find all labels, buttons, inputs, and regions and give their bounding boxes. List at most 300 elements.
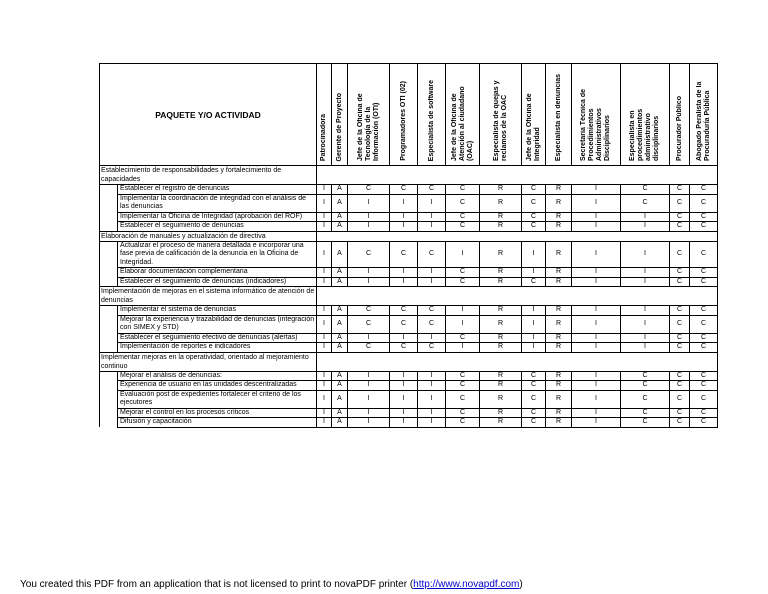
- raci-cell: C: [522, 277, 546, 287]
- raci-cell: C: [670, 371, 690, 381]
- raci-cell: I: [317, 408, 332, 418]
- table-row: [100, 241, 718, 268]
- raci-cell: C: [690, 390, 718, 408]
- raci-cell: C: [446, 418, 480, 428]
- raci-cell: R: [480, 185, 522, 195]
- raci-cell: I: [390, 381, 418, 391]
- raci-cell: I: [390, 222, 418, 232]
- raci-cell: I: [522, 268, 546, 278]
- raci-cell: I: [418, 194, 446, 212]
- raci-matrix-table: [99, 63, 718, 428]
- raci-cell: R: [480, 222, 522, 232]
- raci-cell: C: [690, 306, 718, 316]
- raci-cell: C: [670, 343, 690, 353]
- group-empty-cell: [317, 166, 718, 185]
- raci-cell: C: [690, 333, 718, 343]
- raci-cell: I: [317, 315, 332, 333]
- raci-cell: C: [670, 333, 690, 343]
- column-header-label: Abogado Peralista de la Procuraduría Pública: [695, 81, 711, 161]
- raci-cell: I: [522, 343, 546, 353]
- raci-cell: C: [690, 343, 718, 353]
- raci-cell: C: [418, 185, 446, 195]
- column-header-label: Procurador Público: [675, 96, 683, 161]
- raci-cell: C: [522, 371, 546, 381]
- raci-cell: C: [348, 306, 390, 316]
- raci-cell: C: [522, 194, 546, 212]
- table-row: [100, 212, 718, 222]
- raci-cell: C: [690, 268, 718, 278]
- raci-cell: C: [690, 371, 718, 381]
- raci-cell: C: [690, 408, 718, 418]
- raci-cell: C: [522, 390, 546, 408]
- raci-cell: I: [446, 241, 480, 268]
- raci-cell: R: [546, 277, 572, 287]
- raci-cell: I: [317, 241, 332, 268]
- raci-cell: I: [317, 343, 332, 353]
- activity-name: Implementar la coordinación de integridad con el análisis de las denuncias: [118, 194, 317, 212]
- raci-cell: C: [446, 222, 480, 232]
- raci-cell: R: [546, 315, 572, 333]
- raci-cell: R: [480, 268, 522, 278]
- activity-name: Establecer el seguimiento de denuncias: [118, 222, 317, 232]
- column-header-label: Secretaria Técnica de Procedimientos Administrativos Disciplinarios: [580, 89, 612, 161]
- raci-cell: C: [522, 185, 546, 195]
- column-header: [332, 64, 348, 166]
- raci-cell: A: [332, 268, 348, 278]
- table-row: [100, 418, 718, 428]
- raci-cell: I: [348, 212, 390, 222]
- raci-cell: I: [522, 315, 546, 333]
- raci-cell: R: [480, 418, 522, 428]
- group-empty-cell: [317, 352, 718, 371]
- raci-cell: A: [332, 418, 348, 428]
- table-row: [100, 408, 718, 418]
- raci-cell: I: [317, 212, 332, 222]
- raci-cell: A: [332, 315, 348, 333]
- raci-cell: C: [446, 194, 480, 212]
- activity-name: Elaborar documentación complementaria: [118, 268, 317, 278]
- activity-name: Mejorar el control en los procesos críticos: [118, 408, 317, 418]
- activity-name: Implementación de reportes e indicadores: [118, 343, 317, 353]
- raci-cell: R: [546, 306, 572, 316]
- table-row: [100, 222, 718, 232]
- raci-cell: C: [670, 268, 690, 278]
- raci-cell: C: [446, 277, 480, 287]
- raci-cell: I: [446, 343, 480, 353]
- raci-cell: R: [546, 343, 572, 353]
- raci-cell: A: [332, 381, 348, 391]
- column-header-label: Especialista en denuncias: [554, 73, 562, 161]
- raci-cell: C: [621, 381, 670, 391]
- table-row: [100, 390, 718, 408]
- raci-cell: C: [670, 212, 690, 222]
- column-header-label: Gerente de Proyecto: [335, 92, 343, 161]
- raci-cell: C: [390, 315, 418, 333]
- raci-cell: R: [546, 418, 572, 428]
- raci-cell: R: [480, 306, 522, 316]
- raci-cell: C: [690, 185, 718, 195]
- table-row: [100, 277, 718, 287]
- group-title: Establecimiento de responsabilidades y fortalecimiento de capacidades: [100, 166, 317, 185]
- raci-cell: R: [480, 194, 522, 212]
- raci-cell: I: [317, 371, 332, 381]
- raci-cell: I: [418, 381, 446, 391]
- column-header: [670, 64, 690, 166]
- column-header: [480, 64, 522, 166]
- raci-cell: I: [572, 222, 621, 232]
- raci-cell: R: [546, 222, 572, 232]
- raci-cell: I: [572, 212, 621, 222]
- raci-cell: C: [621, 185, 670, 195]
- raci-cell: I: [418, 268, 446, 278]
- raci-cell: C: [670, 277, 690, 287]
- raci-cell: C: [690, 277, 718, 287]
- raci-cell: I: [572, 315, 621, 333]
- raci-cell: I: [418, 212, 446, 222]
- raci-cell: A: [332, 371, 348, 381]
- raci-cell: C: [670, 315, 690, 333]
- raci-cell: I: [621, 212, 670, 222]
- raci-cell: R: [480, 343, 522, 353]
- column-header: [690, 64, 718, 166]
- raci-cell: I: [348, 408, 390, 418]
- raci-cell: I: [317, 185, 332, 195]
- raci-cell: C: [522, 408, 546, 418]
- raci-cell: A: [332, 333, 348, 343]
- raci-cell: C: [621, 408, 670, 418]
- raci-cell: C: [690, 194, 718, 212]
- raci-cell: I: [348, 268, 390, 278]
- indent-spacer: [100, 418, 118, 428]
- raci-cell: C: [348, 185, 390, 195]
- indent-spacer: [100, 185, 118, 195]
- raci-cell: C: [418, 241, 446, 268]
- raci-cell: I: [572, 343, 621, 353]
- raci-cell: I: [317, 418, 332, 428]
- column-header: [317, 64, 332, 166]
- raci-cell: R: [480, 408, 522, 418]
- raci-cell: I: [348, 371, 390, 381]
- raci-cell: R: [546, 212, 572, 222]
- indent-spacer: [100, 390, 118, 408]
- indent-spacer: [100, 333, 118, 343]
- raci-cell: I: [418, 333, 446, 343]
- raci-cell: R: [480, 241, 522, 268]
- column-header: [390, 64, 418, 166]
- column-header-label: Especialista de quejas y reclamos de la OAC: [492, 80, 508, 161]
- raci-cell: C: [690, 241, 718, 268]
- raci-cell: I: [390, 194, 418, 212]
- raci-cell: C: [418, 343, 446, 353]
- raci-cell: C: [446, 212, 480, 222]
- raci-cell: C: [690, 418, 718, 428]
- raci-cell: A: [332, 306, 348, 316]
- raci-cell: R: [480, 315, 522, 333]
- table-row: [100, 268, 718, 278]
- raci-cell: C: [621, 194, 670, 212]
- raci-cell: I: [348, 381, 390, 391]
- raci-cell: I: [317, 222, 332, 232]
- raci-cell: I: [418, 277, 446, 287]
- raci-cell: I: [446, 306, 480, 316]
- raci-cell: I: [572, 277, 621, 287]
- raci-cell: I: [317, 306, 332, 316]
- raci-cell: I: [390, 390, 418, 408]
- column-header-label: Patrocinadora: [320, 113, 328, 161]
- raci-cell: C: [348, 315, 390, 333]
- table-row: [100, 185, 718, 195]
- raci-cell: I: [390, 333, 418, 343]
- raci-cell: I: [572, 371, 621, 381]
- activity-name: Implementar la Oficina de Integridad (aprobación del ROF): [118, 212, 317, 222]
- raci-cell: C: [522, 212, 546, 222]
- raci-cell: C: [446, 381, 480, 391]
- column-header-label: Programadores OTI (02): [399, 81, 407, 161]
- raci-cell: C: [348, 241, 390, 268]
- raci-cell: I: [522, 306, 546, 316]
- group-row: [100, 287, 718, 306]
- activity-name: Establecer el seguimiento de denuncias (indicadores): [118, 277, 317, 287]
- raci-cell: I: [317, 194, 332, 212]
- raci-cell: A: [332, 185, 348, 195]
- raci-cell: I: [621, 241, 670, 268]
- raci-cell: I: [390, 371, 418, 381]
- raci-cell: C: [390, 306, 418, 316]
- raci-cell: I: [390, 268, 418, 278]
- raci-cell: C: [621, 371, 670, 381]
- raci-cell: C: [690, 222, 718, 232]
- raci-cell: R: [546, 381, 572, 391]
- column-header: [418, 64, 446, 166]
- raci-cell: C: [446, 268, 480, 278]
- column-header: [546, 64, 572, 166]
- column-header-label: Jefe de la Oficina de Tecnología de la Información (OTI): [356, 93, 380, 161]
- raci-cell: C: [522, 381, 546, 391]
- footer-text: You created this PDF from an application that is not licensed to print to novaPDF printer (: [20, 579, 414, 590]
- raci-cell: C: [670, 306, 690, 316]
- raci-cell: C: [670, 408, 690, 418]
- table-body: [100, 166, 718, 428]
- indent-spacer: [100, 343, 118, 353]
- raci-cell: A: [332, 343, 348, 353]
- raci-cell: R: [546, 185, 572, 195]
- raci-cell: C: [670, 222, 690, 232]
- raci-cell: I: [390, 212, 418, 222]
- raci-cell: I: [621, 277, 670, 287]
- raci-cell: C: [670, 418, 690, 428]
- raci-cell: C: [446, 371, 480, 381]
- raci-cell: C: [670, 185, 690, 195]
- raci-cell: A: [332, 222, 348, 232]
- raci-cell: A: [332, 212, 348, 222]
- group-empty-cell: [317, 231, 718, 241]
- raci-cell: A: [332, 390, 348, 408]
- raci-cell: I: [522, 241, 546, 268]
- raci-cell: I: [390, 418, 418, 428]
- group-title: Implementar mejoras en la operatividad, orientado al mejoramiento continuo: [100, 352, 317, 371]
- raci-cell: I: [621, 222, 670, 232]
- indent-spacer: [100, 306, 118, 316]
- raci-cell: I: [572, 306, 621, 316]
- raci-cell: I: [572, 390, 621, 408]
- raci-cell: I: [572, 333, 621, 343]
- raci-cell: I: [317, 390, 332, 408]
- raci-cell: I: [572, 268, 621, 278]
- raci-cell: I: [317, 268, 332, 278]
- raci-cell: I: [572, 408, 621, 418]
- raci-cell: C: [418, 306, 446, 316]
- activity-name: Difusión y capacitación: [118, 418, 317, 428]
- table-row: [100, 343, 718, 353]
- table-row: [100, 371, 718, 381]
- raci-cell: I: [390, 277, 418, 287]
- raci-cell: C: [348, 343, 390, 353]
- package-header: PAQUETE Y/O ACTIVIDAD: [100, 64, 317, 166]
- raci-cell: A: [332, 408, 348, 418]
- raci-cell: C: [390, 185, 418, 195]
- raci-cell: R: [546, 268, 572, 278]
- raci-cell: I: [348, 194, 390, 212]
- indent-spacer: [100, 371, 118, 381]
- raci-cell: C: [690, 315, 718, 333]
- group-title: Elaboración de manuales y actualización de directiva: [100, 231, 317, 241]
- raci-cell: C: [390, 241, 418, 268]
- group-row: [100, 352, 718, 371]
- column-header: [446, 64, 480, 166]
- raci-cell: C: [418, 315, 446, 333]
- raci-cell: R: [546, 333, 572, 343]
- indent-spacer: [100, 408, 118, 418]
- table-row: [100, 381, 718, 391]
- raci-cell: R: [480, 212, 522, 222]
- group-row: [100, 166, 718, 185]
- raci-cell: C: [690, 212, 718, 222]
- raci-cell: I: [621, 268, 670, 278]
- group-empty-cell: [317, 287, 718, 306]
- raci-cell: R: [480, 371, 522, 381]
- indent-spacer: [100, 381, 118, 391]
- raci-cell: C: [690, 381, 718, 391]
- header-row: [100, 64, 718, 166]
- raci-cell: C: [390, 343, 418, 353]
- raci-cell: C: [446, 185, 480, 195]
- novapdf-link[interactable]: http://www.novapdf.com: [413, 579, 520, 590]
- footer-text-end: ): [519, 579, 523, 590]
- raci-cell: I: [572, 185, 621, 195]
- activity-name: Experiencia de usuario en las unidades descentralizadas: [118, 381, 317, 391]
- raci-cell: R: [546, 241, 572, 268]
- raci-cell: C: [522, 418, 546, 428]
- column-header: [348, 64, 390, 166]
- raci-cell: R: [546, 408, 572, 418]
- group-row: [100, 231, 718, 241]
- raci-cell: I: [348, 222, 390, 232]
- raci-cell: C: [621, 390, 670, 408]
- indent-spacer: [100, 277, 118, 287]
- raci-cell: R: [546, 371, 572, 381]
- indent-spacer: [100, 212, 118, 222]
- raci-cell: I: [572, 418, 621, 428]
- raci-cell: I: [317, 381, 332, 391]
- raci-cell: C: [670, 381, 690, 391]
- raci-cell: C: [446, 408, 480, 418]
- raci-cell: C: [446, 390, 480, 408]
- table-row: [100, 315, 718, 333]
- raci-cell: C: [670, 194, 690, 212]
- raci-cell: R: [480, 381, 522, 391]
- raci-cell: I: [572, 194, 621, 212]
- indent-spacer: [100, 241, 118, 268]
- activity-name: Mejorar la experiencia y trazabilidad de denuncias (integración con SIMEX y STD): [118, 315, 317, 333]
- raci-cell: I: [572, 241, 621, 268]
- raci-cell: I: [621, 306, 670, 316]
- activity-name: Evaluación post de expedientes fortalecer el criterio de los ejecutores: [118, 390, 317, 408]
- column-header-label: Especialista de software: [427, 79, 435, 161]
- column-header-label: Jefe de la Oficina de Atención al ciudadano (OAC): [450, 86, 474, 161]
- activity-name: Establecer el seguimiento efectivo de denuncias (alertas): [118, 333, 317, 343]
- indent-spacer: [100, 268, 118, 278]
- raci-cell: A: [332, 194, 348, 212]
- raci-cell: I: [348, 277, 390, 287]
- raci-cell: A: [332, 277, 348, 287]
- footer-license-notice: [20, 579, 523, 590]
- group-title: Implementación de mejoras en el sistema informático de atención de denuncias: [100, 287, 317, 306]
- indent-spacer: [100, 315, 118, 333]
- indent-spacer: [100, 194, 118, 212]
- activity-name: Mejorar el análisis de denuncias:: [118, 371, 317, 381]
- activity-name: Implementar el sistema de denuncias: [118, 306, 317, 316]
- raci-cell: I: [572, 381, 621, 391]
- raci-cell: I: [418, 408, 446, 418]
- table-row: [100, 306, 718, 316]
- raci-cell: I: [390, 408, 418, 418]
- raci-cell: I: [621, 343, 670, 353]
- activity-name: Establecer el registro de denuncias: [118, 185, 317, 195]
- raci-cell: R: [480, 333, 522, 343]
- raci-cell: R: [480, 277, 522, 287]
- raci-cell: C: [446, 333, 480, 343]
- raci-cell: C: [670, 390, 690, 408]
- column-header-label: Jefe de la Oficina de Integridad: [525, 93, 541, 161]
- raci-cell: R: [480, 390, 522, 408]
- raci-cell: I: [418, 418, 446, 428]
- table-row: [100, 194, 718, 212]
- raci-cell: I: [621, 333, 670, 343]
- raci-cell: C: [621, 418, 670, 428]
- raci-cell: I: [348, 418, 390, 428]
- raci-cell: R: [546, 390, 572, 408]
- column-header-label: Especialista en procedimientos administrativo disciplinarios: [629, 108, 661, 161]
- raci-cell: I: [348, 333, 390, 343]
- column-header: [522, 64, 546, 166]
- raci-cell: I: [348, 390, 390, 408]
- column-header: [572, 64, 621, 166]
- raci-cell: R: [546, 194, 572, 212]
- activity-name: Actualizar el proceso de manera detallada e incorporar una fase previa de calificación de la denuncia en la Oficina de Integridad.: [118, 241, 317, 268]
- raci-cell: I: [418, 222, 446, 232]
- raci-cell: C: [670, 241, 690, 268]
- raci-cell: C: [522, 222, 546, 232]
- raci-cell: I: [522, 333, 546, 343]
- raci-cell: I: [621, 315, 670, 333]
- raci-cell: I: [317, 333, 332, 343]
- table-row: [100, 333, 718, 343]
- raci-cell: I: [446, 315, 480, 333]
- raci-cell: A: [332, 241, 348, 268]
- raci-cell: I: [418, 390, 446, 408]
- column-header: [621, 64, 670, 166]
- raci-cell: I: [317, 277, 332, 287]
